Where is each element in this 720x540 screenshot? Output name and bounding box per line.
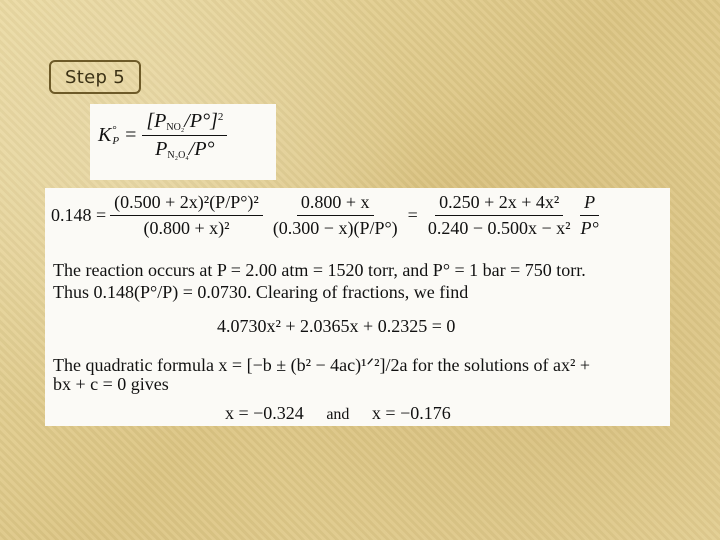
fraction-1-denominator: (0.800 + x)²	[143, 218, 230, 238]
reaction-conditions-line-1: The reaction occurs at P = 2.00 atm = 1520 torr, and P° = 1 bar = 750 torr.	[53, 260, 586, 280]
fraction-3-numerator: 0.250 + 2x + 4x²	[435, 192, 563, 216]
kp-den-sub: N₂O₄	[167, 150, 189, 161]
fraction-4-numerator: P	[580, 192, 599, 216]
kp-lhs	[98, 124, 119, 147]
kp-num-sub: NO₂	[166, 122, 185, 133]
main-eq-equals: =	[407, 205, 418, 225]
step-label: Step 5	[49, 60, 141, 94]
kp-num-power: 2	[217, 111, 224, 123]
main-eq-fraction-4	[577, 192, 603, 239]
fraction-4-denominator: P°	[580, 218, 599, 238]
solutions	[225, 403, 451, 424]
solution-2: x = −0.176	[371, 403, 451, 423]
kp-equation-panel	[90, 104, 276, 180]
fraction-2-denominator: (0.300 − x)(P/P°)	[272, 218, 398, 238]
fraction-1-numerator: (0.500 + 2x)²(P/P°)²	[110, 192, 263, 216]
kp-den-main: P	[155, 138, 168, 160]
main-eq-fraction-2	[269, 192, 402, 239]
worked-solution-panel	[45, 188, 670, 426]
kp-sub: P	[112, 135, 120, 148]
main-eq-fraction-1	[110, 192, 263, 239]
fraction-2-numerator: 0.800 + x	[297, 192, 374, 216]
kp-symbol: K	[98, 123, 112, 146]
fraction-3-denominator: 0.240 − 0.500x − x²	[427, 218, 571, 238]
kp-denominator	[151, 136, 218, 161]
main-eq-lhs: 0.148 =	[51, 205, 107, 225]
quadratic-equation: 4.0730x² + 2.0365x + 0.2325 = 0	[217, 316, 456, 336]
quadratic-formula-line-1: The quadratic formula x = [−b ± (b² − 4ac)¹ᐟ²]/2a for the solutions of ax² +	[53, 355, 591, 375]
solution-1: x = −0.324	[225, 403, 304, 423]
main-equation	[51, 192, 603, 239]
kp-equals: =	[125, 124, 137, 146]
kp-num-tail: /P°]	[184, 110, 218, 132]
kp-numerator	[142, 110, 227, 136]
kp-sup: °	[112, 124, 117, 137]
kp-den-tail: /P°	[188, 138, 215, 160]
kp-fraction	[142, 110, 227, 161]
kp-num-main: [P	[146, 110, 167, 132]
quadratic-formula-line-2: bx + c = 0 gives	[53, 374, 169, 394]
main-eq-fraction-3	[424, 192, 575, 239]
reaction-conditions-line-2: Thus 0.148(P°/P) = 0.0730. Clearing of fractions, we find	[53, 282, 469, 302]
solutions-separator: and	[326, 406, 350, 423]
kp-equation	[98, 110, 227, 161]
